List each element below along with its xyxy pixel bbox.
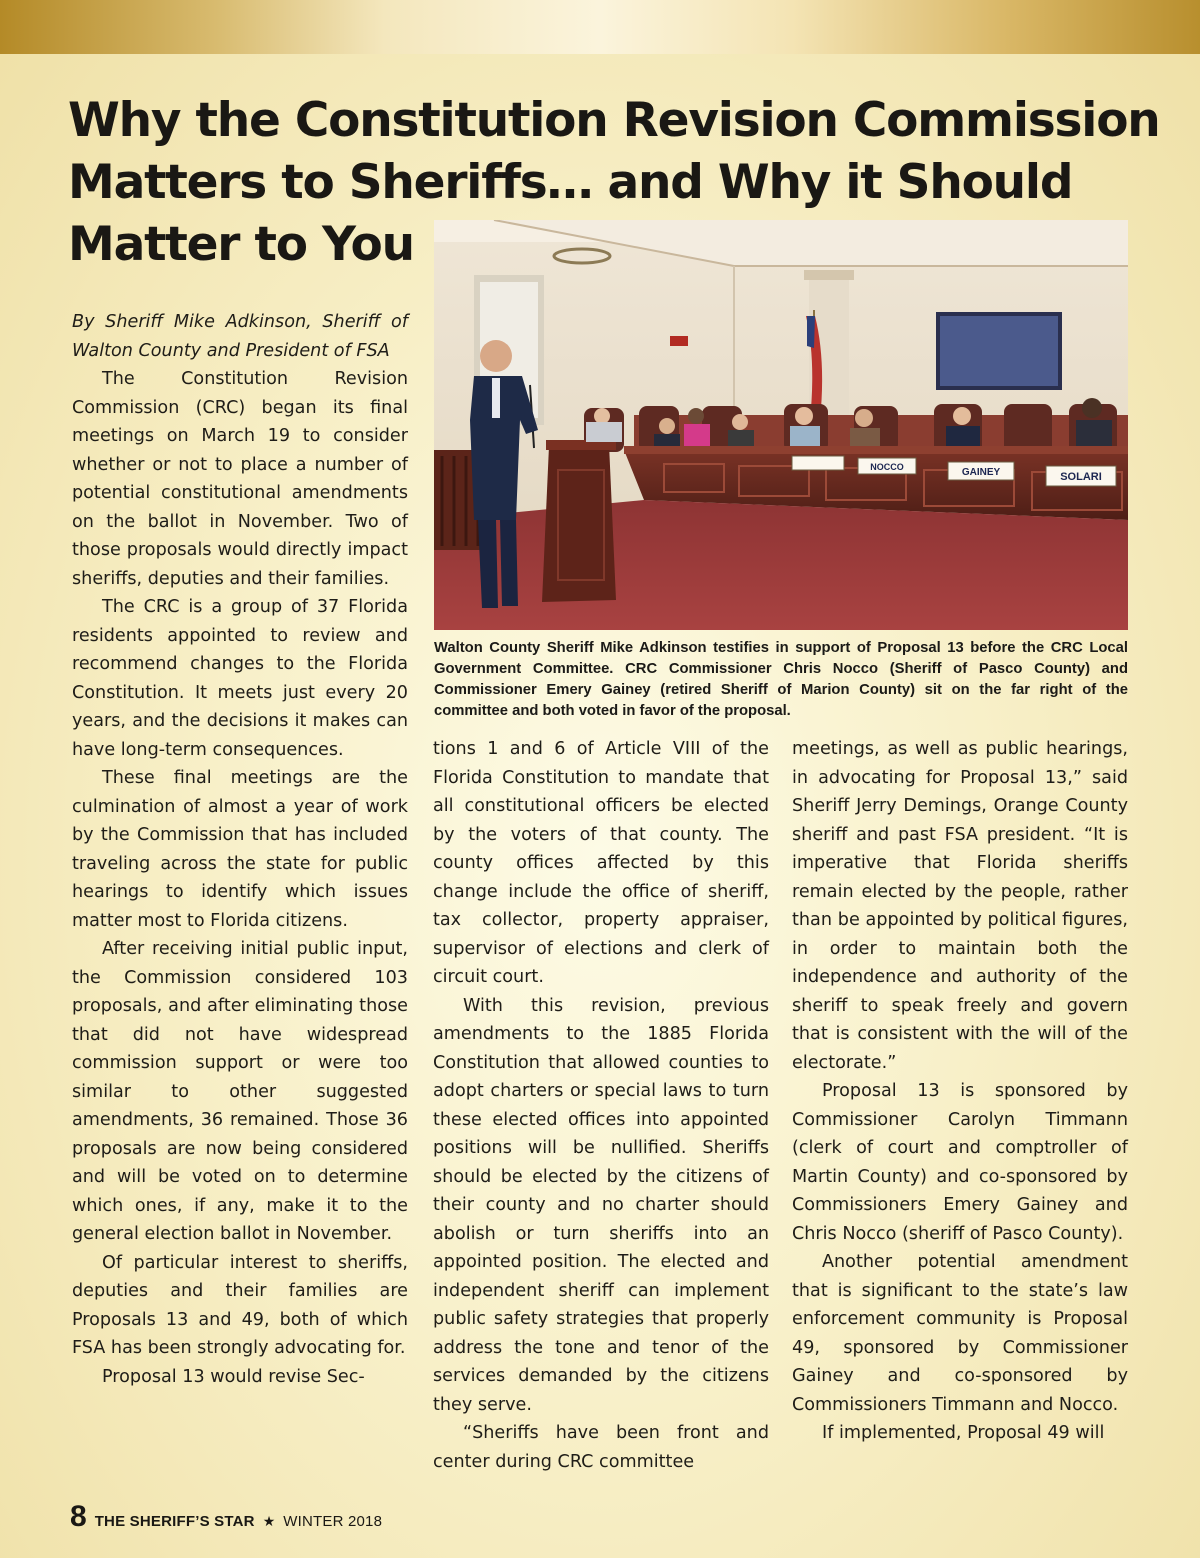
- paragraph: Of particular interest to sheriffs, deputies and their families are Proposals 13 and 49, both of which FSA has been strongly advocating for.: [72, 1252, 408, 1358]
- headline-line-1: Why the Constitution Revision Commission: [68, 93, 1160, 148]
- article-column-1: [72, 308, 408, 1391]
- author-byline: By Sheriff Mike Adkinson, Sheriff of Walton County and President of FSA: [72, 312, 408, 361]
- article-column-3: [792, 735, 1128, 1448]
- photo-caption: Walton County Sheriff Mike Adkinson testifies in support of Proposal 13 before the CRC Local Government Committee. CRC Commissioner Chris Nocco (Sheriff of Pasco County) and Commissioner Emery Gainey (retired Sheriff of Marion County) sit on the far right of the committee and both voted in favor of the proposal.: [434, 640, 1128, 719]
- publication-name: THE SHERIFF’S STAR: [94, 1513, 255, 1530]
- paragraph: If implemented, Proposal 49 will: [822, 1423, 1105, 1443]
- paragraph: The CRC is a group of 37 Florida residents appointed to review and recommend changes to the Florida Constitution. It meets just every 20 years, and the decisions it makes can have long-term consequences.: [72, 597, 408, 760]
- committee-hearing-photo: [434, 220, 1128, 630]
- paragraph: tions 1 and 6 of Article VIII of the Florida Constitution to mandate that all constitutional officers be elected by the voters of that county. The county offices affected by this change include the office of sheriff, tax collector, property appraiser, supervisor of elections and clerk of circuit court.: [433, 739, 769, 987]
- issue-label: WINTER 2018: [283, 1513, 383, 1530]
- paragraph: meetings, as well as public hearings, in advocating for Proposal 13,” said Sheriff Jerry Demings, Orange County sheriff and past FSA president. “It is imperative that Florida sheriffs remain elected by the people, rather than be appointed by political figures, in order to maintain both the independence and authority of the sheriff to speak freely and govern that is consistent with the will of the electorate.”: [792, 739, 1128, 1073]
- paragraph: With this revision, previous amendments to the 1885 Florida Constitution that allowed counties to adopt charters or special laws to turn these elected offices into appointed positions will be nullified. Sheriffs should be elected by the citizens of their county and no charter should abolish or turn sheriffs into an appointed position. The elected and independent sheriff can implement public safety strategies that properly address the tone and tenor of the services demanded by the citizens they serve.: [433, 995, 769, 1415]
- paragraph: After receiving initial public input, the Commission considered 103 proposals, and after eliminating those that did not have widespread commission support or were too similar to other suggested amendments, 36 remained. Those 36 proposals are now being considered and will be voted on to determine which ones, if any, make it to the general election ballot in November.: [72, 939, 408, 1244]
- page-number: 8: [70, 1500, 87, 1533]
- nameplate-nocco: NOCCO: [870, 462, 904, 472]
- nameplate-solari: SOLARI: [1060, 471, 1102, 483]
- article-column-2: [433, 735, 769, 1476]
- committee-hearing-illustration: [434, 220, 1128, 630]
- headline-line-2: Matters to Sheriffs… and Why it Should: [68, 155, 1073, 210]
- paragraph: “Sheriffs have been front and center during CRC committee: [433, 1423, 769, 1472]
- paragraph: Proposal 13 would revise Sec-: [102, 1366, 365, 1387]
- paragraph: Proposal 13 is sponsored by Commissioner Carolyn Timmann (clerk of court and comptroller of Martin County) and co-sponsored by Commissioners Emery Gainey and Chris Nocco (sheriff of Pasco County).: [792, 1081, 1128, 1244]
- paragraph: Another potential amendment that is significant to the state’s law enforcement community is Proposal 49, sponsored by Commissioner Gainey and co-sponsored by Commissioners Timmann and Nocco.: [792, 1252, 1128, 1415]
- top-gold-band: [0, 0, 1200, 54]
- paragraph: The Constitution Revision Commission (CRC) began its final meetings on March 19 to consider whether or not to place a number of potential constitutional amendments on the ballot in November. Two of those proposals would directly impact sheriffs, deputies and their families.: [72, 369, 408, 589]
- headline-line-3: Matter to You: [68, 217, 414, 272]
- paragraph: These final meetings are the culmination of almost a year of work by the Commission that has included traveling across the state for public hearings to identify which issues matter most to Florida citizens.: [72, 768, 408, 931]
- nameplate-gainey: GAINEY: [961, 467, 1001, 478]
- star-icon: ★: [262, 1513, 276, 1529]
- page-footer: [70, 1500, 382, 1540]
